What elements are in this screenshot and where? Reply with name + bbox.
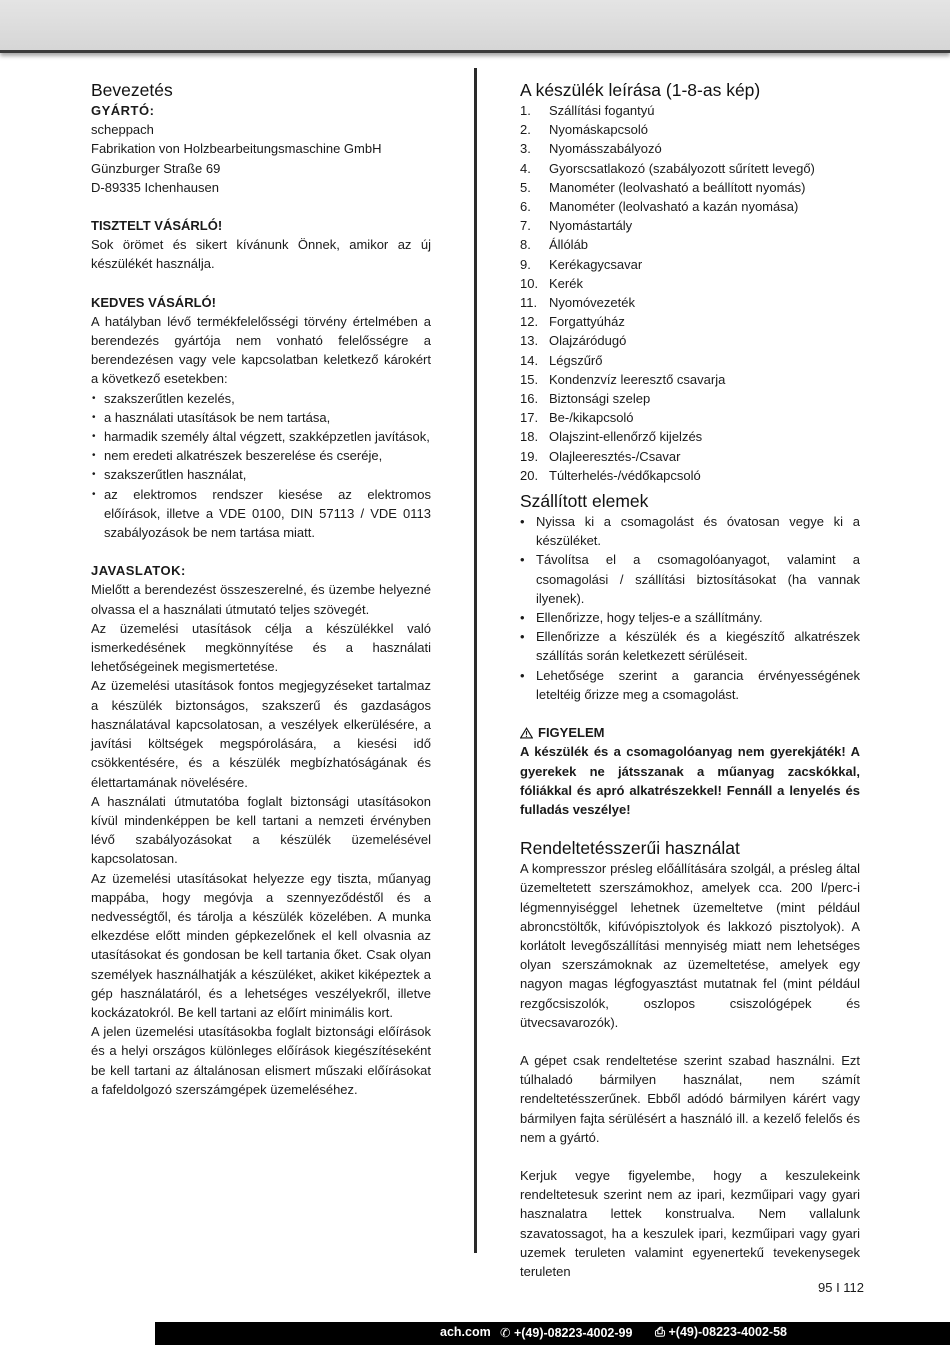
footer-white-block [0,1322,155,1345]
part-number: 12. [520,314,539,330]
manufacturer-line: scheppach [91,122,154,138]
list-item [520,178,860,197]
part-label: Olajszint-ellenőrző kijelzés [549,429,703,445]
list-item [520,274,860,293]
intended-use-paragraph: A kompresszor présleg előállítására szolgál, a présleg által üzemeltetett szerszámokhoz, amelyek cca. 200 l/perc-i légmennyiséggel lehetnek üzemeltetve (mint például abroncstöltők, kifúvópisztolyok és lakkozó pisztolyok). A korlátolt levegőszállítási mennyiség miatt nem lehetséges olyan szerszámoknak az üzemeltetése, amelyek egy nagyon magas légfogyasztást mutatnak fel (mint például rezgőcsiszolók, oszlopos csiszológépek és ütvecsavarozók). [520,861,860,1030]
footer-phone-number: +(49)-08223-4002-99 [513,1326,633,1340]
part-number: 15. [520,371,539,387]
intended-use-paragraph: Kerjuk vegye figyelembe, hogy a keszulekeink rendeltetesuk szerint nem az ipari, kezműipari vagy gyari hasznalatra lettek konstrualva. Nem vallalunk szavatossagot, ha a keszulek ipari, kezműipari vagy gyari uzemek teruleten valamint egyenertekű tevekenysegek teruleten [520,1167,860,1279]
list-item [520,159,860,178]
part-number: 13. [520,333,539,349]
part-label: Légszűrő [549,352,603,368]
list-item [520,293,860,312]
right-column [520,80,860,1281]
list-item: • a használati utasítások be nem tartása, [91,408,431,427]
list-item [520,235,860,254]
part-number: 11. [520,295,538,311]
recommendation-paragraph: Az üzemelési utasításokat helyezze egy tiszta, műanyag mappába, hogy megóvja a szennyeződéstől és a nedvességtől, és tárolja a készülék közelében. A munka elkezdése előtt minden gépkezelőnek el kell olvasnia az utasításokat és gondosan be kell tartania őket. Csak olyan személyek használhatják a készüléket, akiket kiképeztek a gép használatáról, és a lehetséges veszélyekről, illetve kockázatokról. Be kell tartani az előírt minimális kort. [91,870,431,1020]
part-number: 3. [520,141,531,157]
header-bar [0,0,950,53]
list-item [520,197,860,216]
warning-text: A készülék és a csomagolóanyag nem gyerekjáték! A gyerekek ne játsszanak a műanyag zacskókkal, fóliákkal és apró alkatrészekkel! Fennáll a lenyelés és fulladás veszélye! [520,744,860,817]
list-item [520,370,860,389]
warning-icon [520,727,533,739]
list-item: • az elektromos rendszer kiesése az elektromos előírások, illetve a VDE 0100, DIN 57113 / VDE 0113 szabályozások be nem tartása miatt. [91,485,431,543]
liability-text: A hatályban lévő termékfelelősségi törvény értelmében a berendezés gyártója nem vonható felelősségre a berendezésen vagy vele kapcsolatban keletkező károkért a következő esetekben: [91,313,431,387]
manufacturer-label: GYÁRTÓ: [91,103,155,118]
list-item: • szakszerűtlen kezelés, [91,389,431,408]
part-number: 6. [520,199,531,215]
recommendation-paragraph: Az üzemelési utasítások célja a készülékkel való ismerkedésének megkönnyítése és a használati lehetőségeinek megismertetése. [91,620,431,675]
list-item: • Ellenőrizze a készülék és a kiegészítő alkatrészek szállítás során keletkezett sérüléseit. [520,627,860,665]
part-label: Olajleeresztés-/Csavar [549,448,681,464]
part-number: 7. [520,218,531,234]
column-divider [474,68,477,1253]
part-number: 2. [520,122,531,138]
parts-list [520,101,860,485]
recommendation-paragraph: A jelen üzemelési utasításokba foglalt biztonsági előírások és a helyi országos különleges előírások kiegészítéseként be kell tartani az általánosan elismert műszaki előírásokat a fafeldolgozó szerszámgépek üzemeléséhez. [91,1024,431,1097]
part-number: 8. [520,237,531,253]
phone-icon: ✆ [500,1326,514,1340]
part-number: 1. [520,103,531,118]
part-label: Kerékagycsavar [549,256,643,272]
intended-use-title: Rendeltetésszerűi használat [520,838,740,859]
intended-use-paragraph: A gépet csak rendeltetése szerint szabad használni. Ezt túlhaladó bármilyen használat, nem számít rendeltetésszerűnek. Ebből adódó bármilyen kárért vagy bármilyen fajta sérülésért a használó ill. a kezelő felelős és nem a gyártó. [520,1052,860,1145]
list-item: • harmadik személy által végzett, szakképzetlen javítások, [91,427,431,446]
list-item: • Ellenőrizze, hogy teljes-e a szállítmány. [520,608,860,627]
recommendation-paragraph: Mielőtt a berendezést összeszerelné, és üzembe helyezné olvassa el a használati útmutató teljes szövegét. [91,582,431,617]
part-label: Gyorscsatlakozó (szabályozott sűrített levegő) [549,160,815,176]
footer-fax-number: +(49)-08223-4002-58 [668,1325,787,1339]
part-label: Be-/kikapcsoló [549,410,634,426]
warning-heading [520,723,860,742]
fax-icon: ⎙ [655,1325,669,1339]
list-item [520,351,860,370]
recommendation-paragraph: Az üzemelési utasítások fontos megjegyzéseket tartalmaz a készülék biztonságos, szakszerű és gazdaságos használatával kapcsolatosan, a veszélyek elkerülésére, a javítási költségek megspórolására, a kiesési idő csökkentésére, és a készülék megbízhatóságának és élettartamának növelésére. [91,678,431,790]
list-item [520,466,860,485]
part-number: 14. [520,352,539,368]
delivered-title: Szállított elemek [520,491,649,512]
list-item [520,312,860,331]
dear-customer-label: TISZTELT VÁSÁRLÓ! [91,218,223,234]
list-item [520,120,860,139]
part-label: Nyomóvezeték [549,295,635,311]
list-item [520,447,860,466]
recommendation-paragraph: A használati útmutatóba foglalt biztonsági utasításokon kívül mindenképpen be kell tartani a nemzeti érvényben lévő szabályozásokat a készülék üzemelésével kapcsolatosan. [91,793,431,867]
part-number: 5. [520,179,531,195]
delivered-list [520,512,860,704]
part-number: 20. [520,467,539,483]
list-item: • Távolítsa el a csomagolóanyagot, valamint a csomagolási / szállítási biztosításokat (ha vannak ilyenek). [520,550,860,608]
footer-website: ach.com [440,1325,491,1339]
part-label: Biztonsági szelep [549,391,651,407]
list-item: • nem eredeti alkatrészek beszerelése és cseréje, [91,446,431,465]
part-label: Olajzáródugó [549,333,627,349]
liability-list [91,389,431,543]
kind-customer-label: KEDVES VÁSÁRLÓ! [91,294,216,310]
part-label: Manométer (leolvasható a beállított nyomás) [549,179,806,195]
page-number: 95 I 112 [818,1280,865,1295]
part-number: 9. [520,256,531,272]
part-label: Nyomástartály [549,218,633,234]
list-item [520,216,860,235]
part-number: 4. [520,160,531,176]
part-number: 10. [520,275,539,291]
list-item [520,101,860,120]
list-item: • szakszerűtlen használat, [91,465,431,484]
footer-bar [0,1322,950,1345]
part-label: Forgattyúház [549,314,625,330]
footer-fax [655,1325,787,1340]
list-item [520,389,860,408]
list-item [520,331,860,350]
part-number: 17. [520,410,539,426]
description-title: A készülék leírása (1-8-as kép) [520,80,761,100]
list-item [520,427,860,446]
intro-title: Bevezetés [91,80,173,100]
list-item [520,139,860,158]
list-item: • Nyissa ki a csomagolást és óvatosan vegye ki a készüléket. [520,512,860,550]
part-label: Szállítási fogantyú [549,103,655,118]
part-number: 18. [520,429,539,445]
list-item: • Lehetősége szerint a garancia érvényességének leteltéig őrizze meg a csomagolást. [520,666,860,704]
manufacturer-line: Fabrikation von Holzbearbeitungsmaschine GmbH [91,141,382,157]
part-label: Kerék [549,275,583,291]
left-column [91,80,431,1099]
part-label: Állóláb [549,237,589,253]
part-label: Nyomásszabályozó [549,141,662,157]
part-number: 19. [520,448,539,464]
manufacturer-line: Günzburger Straße 69 [91,160,221,176]
footer-phone [500,1325,632,1340]
part-number: 16. [520,391,539,407]
list-item [520,408,860,427]
list-item [520,255,860,274]
part-label: Túlterhelés-/védőkapcsoló [549,467,701,483]
dear-customer-text: Sok örömet és sikert kívánunk Önnek, amikor az új készülékét használja. [91,237,431,272]
recommendations-label: JAVASLATOK: [91,563,186,579]
warning-label: FIGYELEM [538,725,605,741]
part-label: Manométer (leolvasható a kazán nyomása) [549,199,799,215]
part-label: Kondenzvíz leeresztő csavarja [549,371,726,387]
manufacturer-line: D-89335 Ichenhausen [91,179,219,195]
part-label: Nyomáskapcsoló [549,122,648,138]
